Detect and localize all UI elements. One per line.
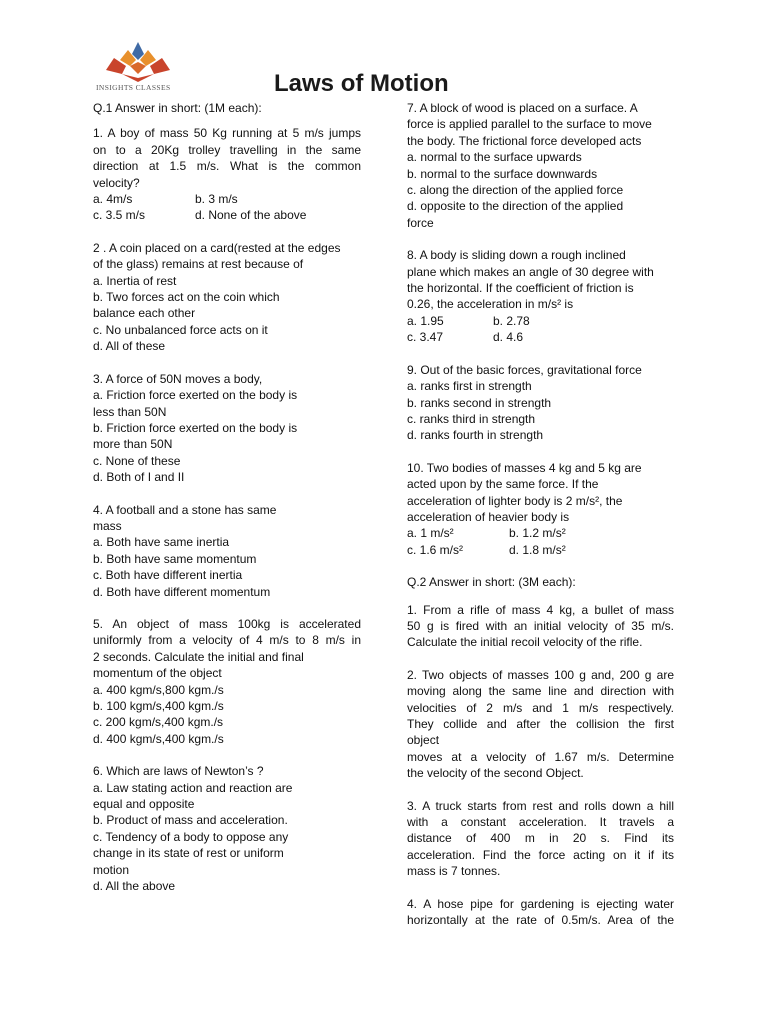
q2-line: 2 . A coin placed on a card(rested at the edges [93,240,341,255]
q1-option-d: d. None of the above [195,208,307,223]
q8-line: 8. A body is sliding down a rough inclined [407,248,626,263]
right-column [407,100,674,944]
question-10 [407,460,674,558]
s2q3-line: 3. A truck starts from rest and rolls down a hill [407,798,674,813]
q10-line: acted upon by the same force. If the [407,477,599,492]
q9-line: d. ranks fourth in strength [407,428,544,443]
logo-text: INSIGHTS CLASSES [96,83,171,92]
section2-question-1 [407,602,674,651]
s2q3-line: acceleration. Find the force acting on it if its [407,847,674,862]
s2q3-line: mass is 7 tonnes. [407,864,501,879]
q10-options-row [407,525,674,541]
q6-line: b. Product of mass and acceleration. [93,813,288,828]
s2q2-line: object [407,733,440,748]
question-3 [93,371,361,486]
q6-line: 6. Which are laws of Newton’s ? [93,764,264,779]
q4-line: mass [93,518,122,533]
q1-line: direction at 1.5 m/s. What is the common [93,159,361,174]
q7-line: 7. A block of wood is placed on a surface. A [407,101,638,115]
s2q1-line: 50 g is fired with an initial velocity of 35 m/s. [407,618,674,633]
question-6 [93,763,361,894]
q9-line: a. ranks first in strength [407,379,532,394]
q8-options-row [407,313,674,329]
q2-line: d. All of these [93,339,166,354]
q2-line: a. Inertia of rest [93,273,177,288]
q5-line: b. 100 kgm/s,400 kgm./s [93,699,224,713]
q3-line: less than 50N [93,404,167,419]
q9-line: 9. Out of the basic forces, gravitational force [407,362,642,377]
s2q2-line: They collide and after the collision the first [407,717,674,731]
q1-options-row [93,191,361,207]
q4-line: 4. A football and a stone has same [93,502,277,517]
s2q2-line: moves at a velocity of 1.67 m/s. Determine [407,749,674,764]
q3-line: 3. A force of 50N moves a body, [93,371,263,386]
q7-line: a. normal to the surface upwards [407,150,582,165]
q6-line: a. Law stating action and reaction are [93,780,293,795]
q10-options-row [407,542,674,558]
q8-line: 0.26, the acceleration in m/s² is [407,297,574,312]
q10-line: acceleration of lighter body is 2 m/s², the [407,493,623,508]
s2q3-line: with a constant acceleration. It travels a [407,815,674,830]
q1-option-a: a. 4m/s [93,192,133,207]
section1-heading: Q.1 Answer in short: (1M each): [93,101,262,115]
q5-line: momentum of the object [93,666,222,681]
q6-line: change in its state of rest or uniform [93,846,284,861]
logo-petal-bottom [122,74,154,82]
q5-line: d. 400 kgm/s,400 kgm./s [93,731,224,746]
q8-option-b: b. 2.78 [493,313,530,328]
q4-line: c. Both have different inertia [93,568,243,583]
question-9 [407,362,674,444]
q8-option-d: d. 4.6 [493,330,524,345]
q8-options-row [407,329,674,345]
q1-line: velocity? [93,175,140,190]
section2-question-3 [407,798,674,880]
q8-option-c: c. 3.47 [407,330,444,345]
q3-line: a. Friction force exerted on the body is [93,388,298,403]
q2-line: of the glass) remains at rest because of [93,257,304,272]
s2q4-line: horizontally at the rate of 0.5m/s. Area of the [407,913,674,928]
q8-line: plane which makes an angle of 30 degree with [407,264,654,279]
q7-line: force [407,215,434,230]
q2-line: balance each other [93,306,196,321]
q7-line: the body. The frictional force developed acts [407,133,642,148]
section2-question-4 [407,896,674,929]
q5-line: 5. An object of mass 100kg is accelerated [93,616,361,631]
q5-line: 2 seconds. Calculate the initial and final [93,649,304,664]
q5-line: a. 400 kgm/s,800 kgm./s [93,682,224,697]
q1-option-c: c. 3.5 m/s [93,208,146,223]
q3-line: more than 50N [93,437,173,452]
question-2 [93,240,361,355]
q4-line: a. Both have same inertia [93,535,230,550]
q3-line: b. Friction force exerted on the body is [93,420,298,435]
q1-line: on to a 20Kg trolley travelling in the same [93,142,361,157]
q5-line: uniformly from a velocity of 4 m/s to 8 m/s in [93,633,361,648]
question-1 [93,125,361,223]
section2-question-2 [407,667,674,782]
q1-options-row [93,207,361,223]
q8-line: the horizontal. If the coefficient of friction is [407,281,634,296]
question-4 [93,502,361,600]
q10-option-d: d. 1.8 m/s² [509,542,566,557]
question-5 [93,616,361,747]
q9-line: b. ranks second in strength [407,395,552,410]
q4-line: b. Both have same momentum [93,551,257,566]
q3-line: c. None of these [93,453,181,468]
s2q2-line: 2. Two objects of masses 100 g and, 200 g are [407,667,674,682]
page-title: Laws of Motion [274,70,449,97]
q7-line: d. opposite to the direction of the applied [407,199,624,214]
s2q1-line: 1. From a rifle of mass 4 kg, a bullet of mass [407,602,674,617]
insights-classes-logo [98,40,178,84]
q10-line: 10. Two bodies of masses 4 kg and 5 kg are [407,460,642,475]
q2-line: b. Two forces act on the coin which [93,290,280,305]
logo-petal-center [130,62,146,74]
s2q3-line: distance of 400 m in 20 s. Find its [407,831,674,846]
s2q2-line: moving along the same line and direction with [407,684,674,699]
q6-line: equal and opposite [93,797,195,812]
q7-line: c. along the direction of the applied force [407,183,624,198]
s2q4-line: 4. A hose pipe for gardening is ejecting water [407,896,674,911]
q7-line: b. normal to the surface downwards [407,166,598,181]
s2q2-line: the velocity of the second Object. [407,766,584,781]
q10-option-b: b. 1.2 m/s² [509,526,566,541]
s2q1-line: Calculate the initial recoil velocity of the rifle. [407,635,643,650]
q7-line: force is applied parallel to the surface to move [407,117,652,132]
question-7 [407,100,674,231]
q9-line: c. ranks third in strength [407,411,536,426]
q4-line: d. Both have different momentum [93,584,271,599]
q3-line: d. Both of I and II [93,470,185,485]
section2-heading: Q.2 Answer in short: (3M each): [407,575,576,590]
s2q2-line: velocities of 2 m/s and 1 m/s respectively. [407,700,674,715]
q6-line: motion [93,862,130,877]
q6-line: c. Tendency of a body to oppose any [93,829,289,844]
q5-line: c. 200 kgm/s,400 kgm./s [93,715,224,730]
q10-line: acceleration of heavier body is [407,509,570,524]
q10-option-c: c. 1.6 m/s² [407,542,464,557]
left-column [93,100,361,910]
q6-line: d. All the above [93,879,176,894]
question-8 [407,247,674,345]
q1-option-b: b. 3 m/s [195,192,238,207]
q2-line: c. No unbalanced force acts on it [93,322,268,337]
q1-line: 1. A boy of mass 50 Kg running at 5 m/s jumps [93,126,361,141]
q8-option-a: a. 1.95 [407,313,444,328]
q10-option-a: a. 1 m/s² [407,526,454,541]
